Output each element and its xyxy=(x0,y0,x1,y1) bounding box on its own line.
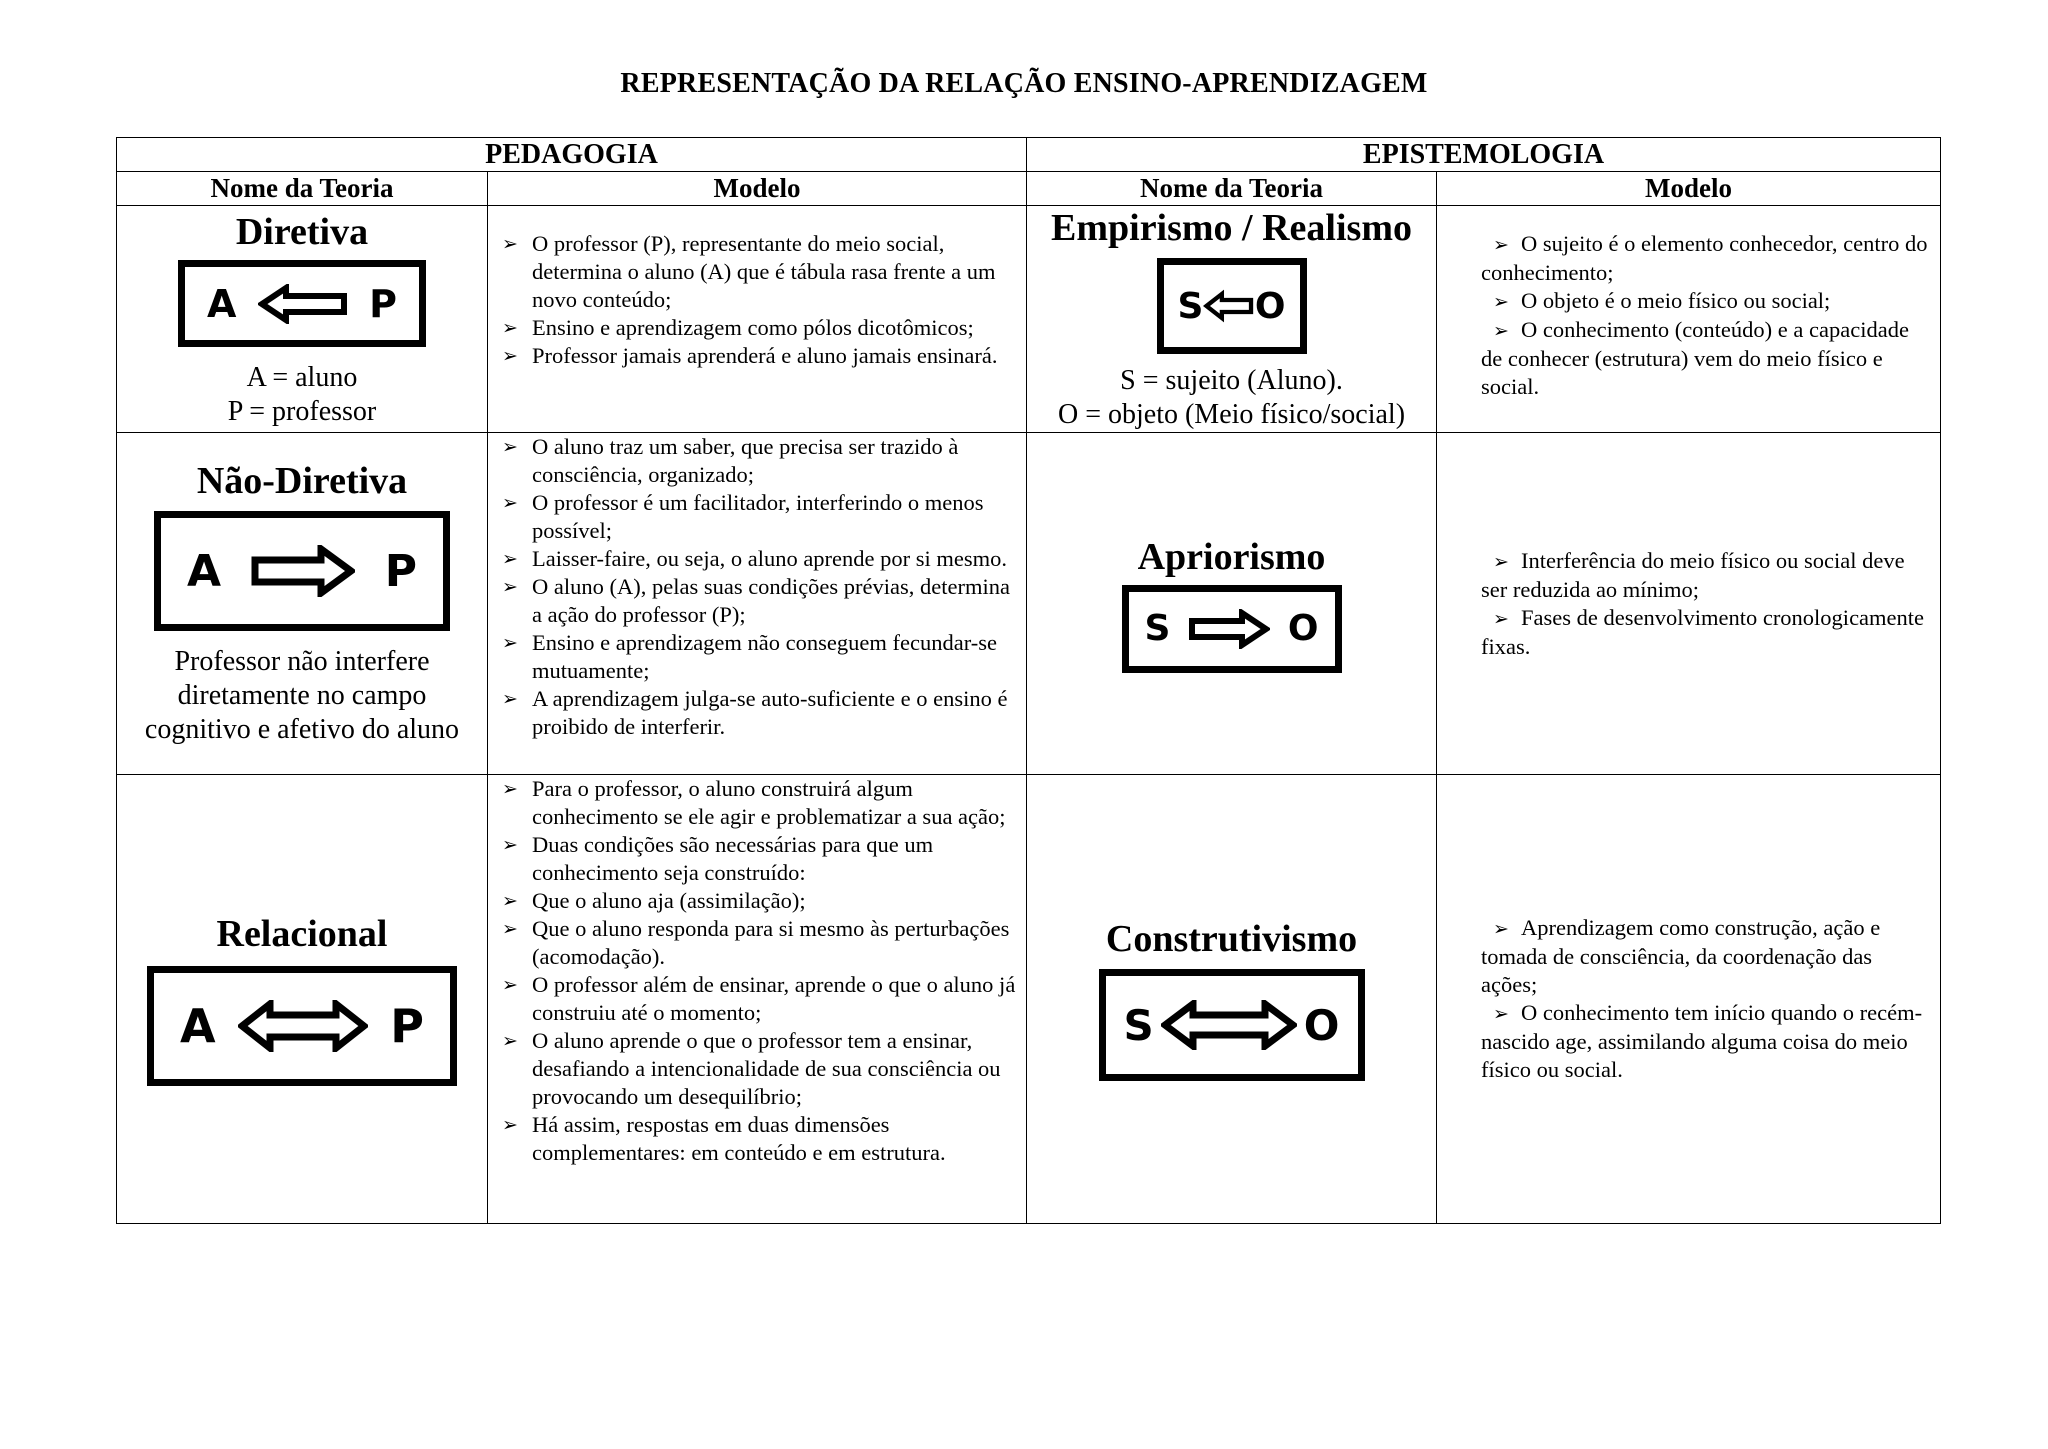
caption-line: S = sujeito (Aluno). xyxy=(1120,365,1343,396)
list-item: ➢ Que o aluno responda para si mesmo às perturbações (acomodação). xyxy=(488,915,1018,971)
theory-name: Construtivismo xyxy=(1105,918,1358,960)
arrow-right-icon xyxy=(251,545,355,597)
theory-name: Não-Diretiva xyxy=(196,460,408,502)
bullet-arrow-icon: ➢ xyxy=(1493,550,1509,573)
list-item: ➢ Aprendizagem como construção, ação e tomada de consciência, da coordenação das ações; xyxy=(1481,915,1881,997)
epi-construtivismo-cell xyxy=(1437,775,1941,1224)
model-diagram-apriorismo xyxy=(1122,585,1342,673)
list-item: ➢ Ensino e aprendizagem como pólos dicotômicos; xyxy=(488,314,1018,342)
caption-line: P = professor xyxy=(227,396,377,427)
model-nao-diretiva-cell xyxy=(488,433,1027,775)
model-diagram-nao-diretiva xyxy=(154,511,450,631)
bullet-arrow-icon: ➢ xyxy=(1493,1003,1509,1025)
list-item: ➢ O objeto é o meio físico ou social; xyxy=(1481,287,1928,316)
label-s: S xyxy=(1144,608,1171,649)
list-item: ➢ Fases de desenvolvimento cronologicamente fixas. xyxy=(1481,604,1925,659)
list-item: ➢ O aluno (A), pelas suas condições prévias, determina a ação do professor (P); xyxy=(488,573,1018,629)
table-row xyxy=(117,433,1941,775)
label-a: A xyxy=(207,281,237,326)
label-o: O xyxy=(1254,285,1286,327)
list-item: ➢ O professor é um facilitador, interferindo o menos possível; xyxy=(488,489,1018,545)
theory-apriorismo-cell xyxy=(1027,433,1437,775)
header-epistemologia: EPISTEMOLOGIA xyxy=(1027,138,1941,172)
caption-line: cognitivo e afetivo do aluno xyxy=(144,714,460,745)
bullet-arrow-icon: ➢ xyxy=(1493,320,1509,342)
model-relacional-cell xyxy=(488,775,1027,1224)
theory-diretiva-cell xyxy=(117,206,488,433)
model-diagram-relacional xyxy=(147,966,457,1086)
table-row xyxy=(117,775,1941,1224)
list-item: ➢ Professor jamais aprenderá e aluno jamais ensinará. xyxy=(488,342,1018,370)
theory-nao-diretiva-cell xyxy=(117,433,488,775)
label-s: S xyxy=(1177,285,1204,327)
list-item: ➢ O aluno aprende o que o professor tem a ensinar, desafiando a intencionalidade de sua consciência ou provocando um desequilíbrio; xyxy=(488,1027,1018,1111)
arrow-left-icon xyxy=(258,284,348,324)
label-o: O xyxy=(1287,608,1319,649)
theory-empirismo-cell xyxy=(1027,206,1437,433)
list-item: ➢ Duas condições são necessárias para que um conhecimento seja construído: xyxy=(488,831,1018,887)
bullet-arrow-icon: ➢ xyxy=(1493,918,1509,940)
epi-empirismo-cell xyxy=(1437,206,1941,433)
arrow-right-icon xyxy=(1188,609,1270,649)
list-item: ➢ Que o aluno aja (assimilação); xyxy=(488,887,1018,915)
model-diretiva-cell xyxy=(488,206,1027,433)
bullet-arrow-icon: ➢ xyxy=(1493,291,1509,313)
arrow-left-icon xyxy=(1203,288,1254,324)
bullet-arrow-icon: ➢ xyxy=(1493,607,1509,630)
list-item: ➢ Para o professor, o aluno construirá algum conhecimento se ele agir e problematizar a sua ação; xyxy=(488,775,1018,831)
list-item: ➢ O aluno traz um saber, que precisa ser trazido à consciência, organizado; xyxy=(488,433,1018,489)
relation-table xyxy=(116,137,1941,1224)
header-pedagogia: PEDAGOGIA xyxy=(117,138,1027,172)
label-s: S xyxy=(1123,1000,1154,1050)
list-item: ➢ Interferência do meio físico ou social deve ser reduzida ao mínimo; xyxy=(1481,547,1905,602)
theory-relacional-cell xyxy=(117,775,488,1224)
theory-name: Relacional xyxy=(216,913,388,955)
header-modelo-epi: Modelo xyxy=(1437,172,1941,206)
header-nome-teoria-epi: Nome da Teoria xyxy=(1027,172,1437,206)
table-row xyxy=(117,206,1941,433)
label-p: P xyxy=(369,281,397,326)
list-item: ➢ Ensino e aprendizagem não conseguem fecundar-se mutuamente; xyxy=(488,629,1018,685)
label-p: P xyxy=(390,999,424,1053)
label-a: A xyxy=(187,545,222,597)
list-item: ➢ A aprendizagem julga-se auto-suficiente e o ensino é proibido de interferir. xyxy=(488,685,1018,741)
header-nome-teoria-ped: Nome da Teoria xyxy=(117,172,488,206)
arrow-bidirectional-icon xyxy=(238,1000,368,1052)
caption-line: Professor não interfere xyxy=(174,646,430,677)
theory-name: Diretiva xyxy=(235,211,369,253)
list-item: ➢ O conhecimento tem início quando o recém-nascido age, assimilando alguma coisa do meio físico ou social. xyxy=(1481,1000,1923,1082)
caption-line: O = objeto (Meio físico/social) xyxy=(1057,399,1406,430)
list-item: ➢ O conhecimento (conteúdo) e a capacidade de conhecer (estrutura) vem do meio físico e social. xyxy=(1481,317,1909,399)
epi-apriorismo-cell xyxy=(1437,433,1941,775)
header-modelo-ped: Modelo xyxy=(488,172,1027,206)
bullet-arrow-icon: ➢ xyxy=(1493,234,1509,256)
list-item: ➢ Há assim, respostas em duas dimensões complementares: em conteúdo e em estrutura. xyxy=(488,1111,1018,1167)
arrow-bidirectional-icon xyxy=(1161,1000,1297,1050)
theory-name: Apriorismo xyxy=(1137,535,1326,578)
document-title: REPRESENTAÇÃO DA RELAÇÃO ENSINO-APRENDIZAGEM xyxy=(620,68,1428,99)
caption-line: diretamente no campo xyxy=(177,680,427,711)
theory-construtivismo-cell xyxy=(1027,775,1437,1224)
list-item: ➢ O sujeito é o elemento conhecedor, centro do conhecimento; xyxy=(1481,231,1928,285)
list-item: ➢ O professor (P), representante do meio social, determina o aluno (A) que é tábula rasa frente a um novo conteúdo; xyxy=(488,230,1018,314)
model-diagram-construtivismo xyxy=(1099,969,1365,1081)
list-item: ➢ O professor além de ensinar, aprende o que o aluno já construiu até o momento; xyxy=(488,971,1018,1027)
model-diagram-diretiva xyxy=(178,260,426,347)
caption-line: A = aluno xyxy=(246,362,358,393)
theory-name: Empirismo / Realismo xyxy=(1051,207,1412,249)
list-item: ➢ Laisser-faire, ou seja, o aluno aprende por si mesmo. xyxy=(488,545,1018,573)
model-diagram-empirismo xyxy=(1157,258,1307,354)
label-a: A xyxy=(180,999,216,1053)
label-p: P xyxy=(384,545,417,597)
label-o: O xyxy=(1303,1000,1340,1050)
